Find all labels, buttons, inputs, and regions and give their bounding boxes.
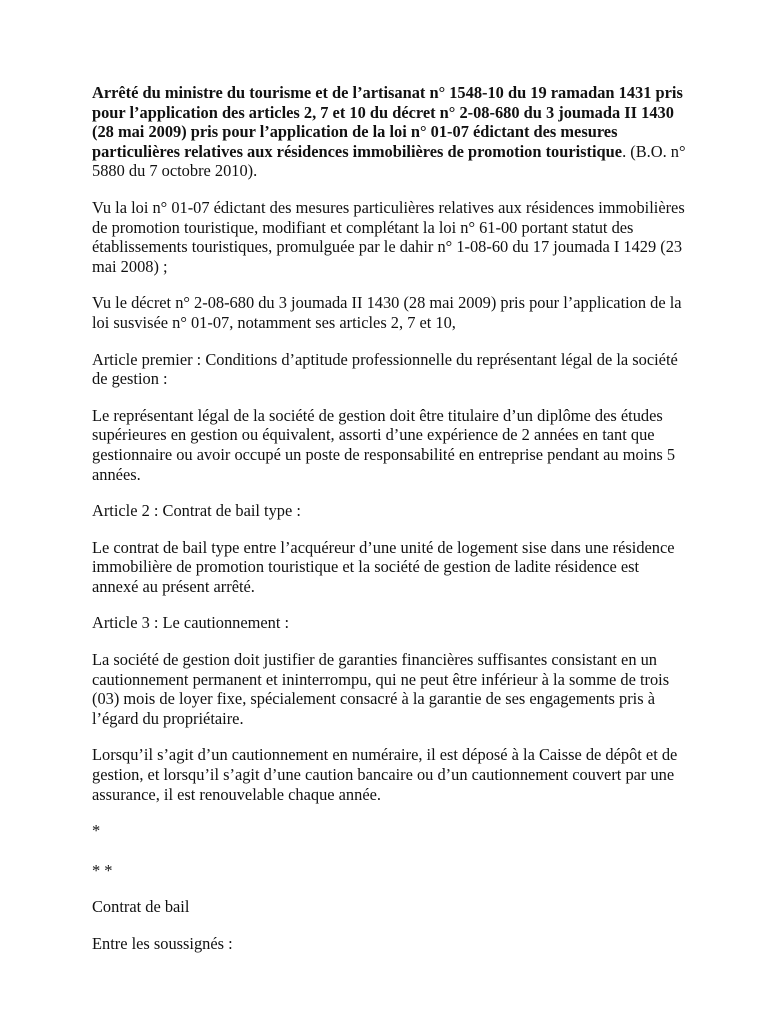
article-1-body: Le représentant légal de la société de gestion doit être titulaire d’un diplôme des études supérieures en gestion ou équivalent, assorti d’une expérience de 2 années en tant que gestionnaire ou avoir occupé un poste de responsabilité en entreprise pendant au moins 5 années. — [92, 405, 676, 484]
separator-single-asterisk: * — [92, 821, 101, 841]
document-page — [92, 83, 688, 971]
article-3-heading: Article 3 : Le cautionnement : — [92, 613, 290, 633]
contract-parties-intro: Entre les soussignés : — [92, 934, 233, 953]
title-bold-text: Arrêté du ministre du tourisme et de l’artisanat n° 1548-10 du 19 ramadan 1431 pris pour l’application des articles 2, 7 et 10 du décret n° 2-08-680 du 3 joumada II 1430 (28 mai 2009) pris pour l’application de la loi n° 01-07 édictant des mesures particulières relatives aux résidences immobilières de promotion touristique — [92, 83, 683, 161]
article-1-heading: Article premier : Conditions d’aptitude professionnelle du représentant légal de la société de gestion : — [92, 349, 678, 389]
article-2-heading: Article 2 : Contrat de bail type : — [92, 501, 301, 521]
document-title — [92, 83, 688, 181]
vu-paragraph-decret: Vu le décret n° 2-08-680 du 3 joumada II 1430 (28 mai 2009) pris pour l’application de la loi susvisée n° 01-07, notamment ses articles 2, 7 et 10, — [92, 293, 682, 332]
article-2-body: Le contrat de bail type entre l’acquéreur d’une unité de logement sise dans une résidence immobilière de promotion touristique et la société de gestion de ladite résidence est annexé au présent arrêté. — [92, 537, 675, 596]
vu-paragraph-loi: Vu la loi n° 01-07 édictant des mesures particulières relatives aux résidences immobilières de promotion touristique, modifiant et complétant la loi n° 61-00 portant statut des établissements touristiques, promulguée par le dahir n° 1-08-60 du 17 joumada I 1429 (23 mai 2008) ; — [92, 197, 685, 276]
contract-title: Contrat de bail — [92, 897, 190, 917]
title-bulletin-reference: . (B.O. n° 5880 du 7 octobre 2010). — [92, 141, 686, 181]
article-3-body-paragraph-2: Lorsqu’il s’agit d’un cautionnement en numéraire, il est déposé à la Caisse de dépôt et de gestion, et lorsqu’il s’agit d’une caution bancaire ou d’un cautionnement couvert par une assurance, il est renouvelable chaque année. — [92, 745, 678, 804]
article-3-body-paragraph-1: La société de gestion doit justifier de garanties financières suffisantes consistant en un cautionnement permanent et ininterrompu, qui ne peut être inférieur à la somme de trois (03) mois de loyer fixe, spécialement consacré à la garantie de ses engagements pris à l’égard du propriétaire. — [92, 650, 670, 728]
separator-double-asterisk: * * — [92, 860, 113, 880]
